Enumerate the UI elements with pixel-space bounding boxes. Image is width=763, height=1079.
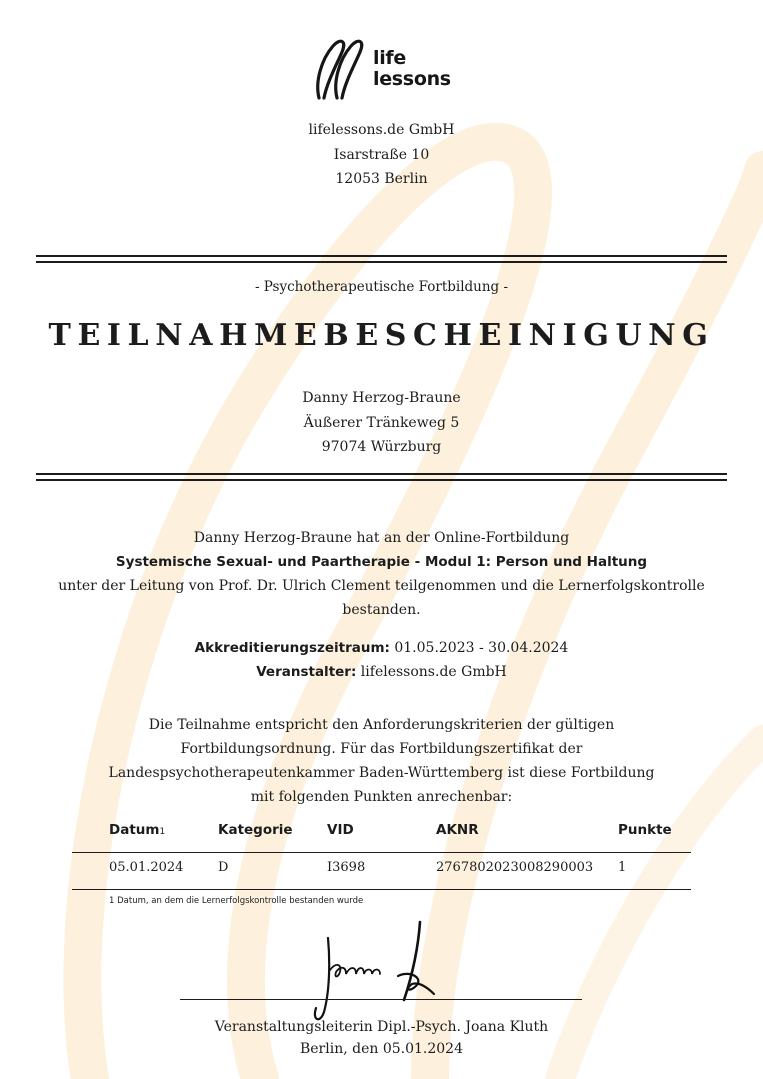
logo-wordmark — [373, 48, 451, 90]
requirements-line-1: Die Teilnahme entspricht den Anforderungskriterien der gültigen — [148, 717, 615, 733]
cell-datum: 05.01.2024 — [109, 860, 184, 875]
statement-line-3: unter der Leitung von Prof. Dr. Ulrich Clement teilgenommen und die Lernerfolgskontrolle — [58, 578, 705, 594]
recipient-address — [0, 386, 763, 460]
header-vid: VID — [327, 822, 354, 838]
requirements-line-3: Landespsychotherapeutenkammer Baden-Württemberg ist diese Fortbildung — [108, 765, 655, 781]
organizer-label: Veranstalter: — [256, 664, 357, 680]
header-datum — [109, 822, 165, 838]
accreditation-value: 01.05.2023 - 30.04.2024 — [389, 640, 569, 656]
logo-line-2: lessons — [373, 68, 451, 90]
requirements-line-2: Fortbildungsordnung. Für das Fortbildungszertifikat der — [180, 741, 583, 757]
issuer-address — [0, 118, 763, 192]
course-title: Systemische Sexual- und Paartherapie - Modul 1: Person und Haltung — [115, 554, 648, 570]
accreditation-label: Akkreditierungszeitraum: — [194, 640, 390, 656]
logo-line-1: life — [373, 47, 406, 69]
header-aknr: AKNR — [436, 822, 479, 838]
table-footnote: 1 Datum, an dem die Lernerfolgskontrolle bestanden wurde — [109, 896, 364, 906]
place-date: Berlin, den 05.01.2024 — [299, 1041, 463, 1057]
issuer-city: 12053 Berlin — [335, 171, 428, 187]
statement-line-4: bestanden. — [342, 602, 421, 618]
issuer-name: lifelessons.de GmbH — [308, 122, 455, 138]
issuer-street: Isarstraße 10 — [333, 146, 430, 163]
header-datum-text: Datum — [109, 822, 160, 838]
participation-statement — [20, 526, 743, 622]
header-datum-footnote-mark: 1 — [159, 827, 166, 837]
cell-punkte: 1 — [618, 860, 627, 875]
subtitle: - Psychotherapeutische Fortbildung - — [254, 279, 509, 295]
cell-kategorie: D — [218, 860, 229, 875]
accreditation-period — [20, 636, 743, 660]
recipient-street: Äußerer Tränkeweg 5 — [303, 414, 460, 431]
signature-line — [180, 999, 582, 1000]
organizer-value: lifelessons.de GmbH — [356, 664, 507, 680]
course-details — [20, 636, 743, 684]
table-rule-bottom — [72, 889, 691, 890]
divider-top — [36, 255, 727, 263]
cell-aknr: 2767802023008290003 — [436, 860, 594, 875]
recipient-city: 97074 Würzburg — [321, 439, 442, 455]
header-punkte: Punkte — [618, 822, 672, 838]
requirements-line-4: mit folgenden Punkten anrechenbar: — [250, 789, 513, 805]
cell-vid: I3698 — [327, 860, 366, 875]
header-kategorie: Kategorie — [218, 822, 293, 838]
table-rule-top — [72, 852, 691, 853]
ll-logo-icon — [313, 34, 373, 104]
signer-name: Veranstaltungsleiterin Dipl.-Psych. Joana Kluth — [214, 1019, 549, 1035]
divider-bottom — [36, 473, 727, 481]
requirements-text — [90, 713, 673, 809]
certificate-title: TEILNAHMEBESCHEINIGUNG — [48, 318, 715, 353]
signature-block — [0, 1016, 763, 1060]
recipient-name: Danny Herzog-Braune — [302, 390, 461, 406]
organizer — [20, 660, 743, 684]
statement-line-1: Danny Herzog-Braune hat an der Online-Fortbildung — [193, 530, 570, 546]
handwritten-signature — [300, 920, 460, 1030]
company-logo — [313, 34, 463, 104]
